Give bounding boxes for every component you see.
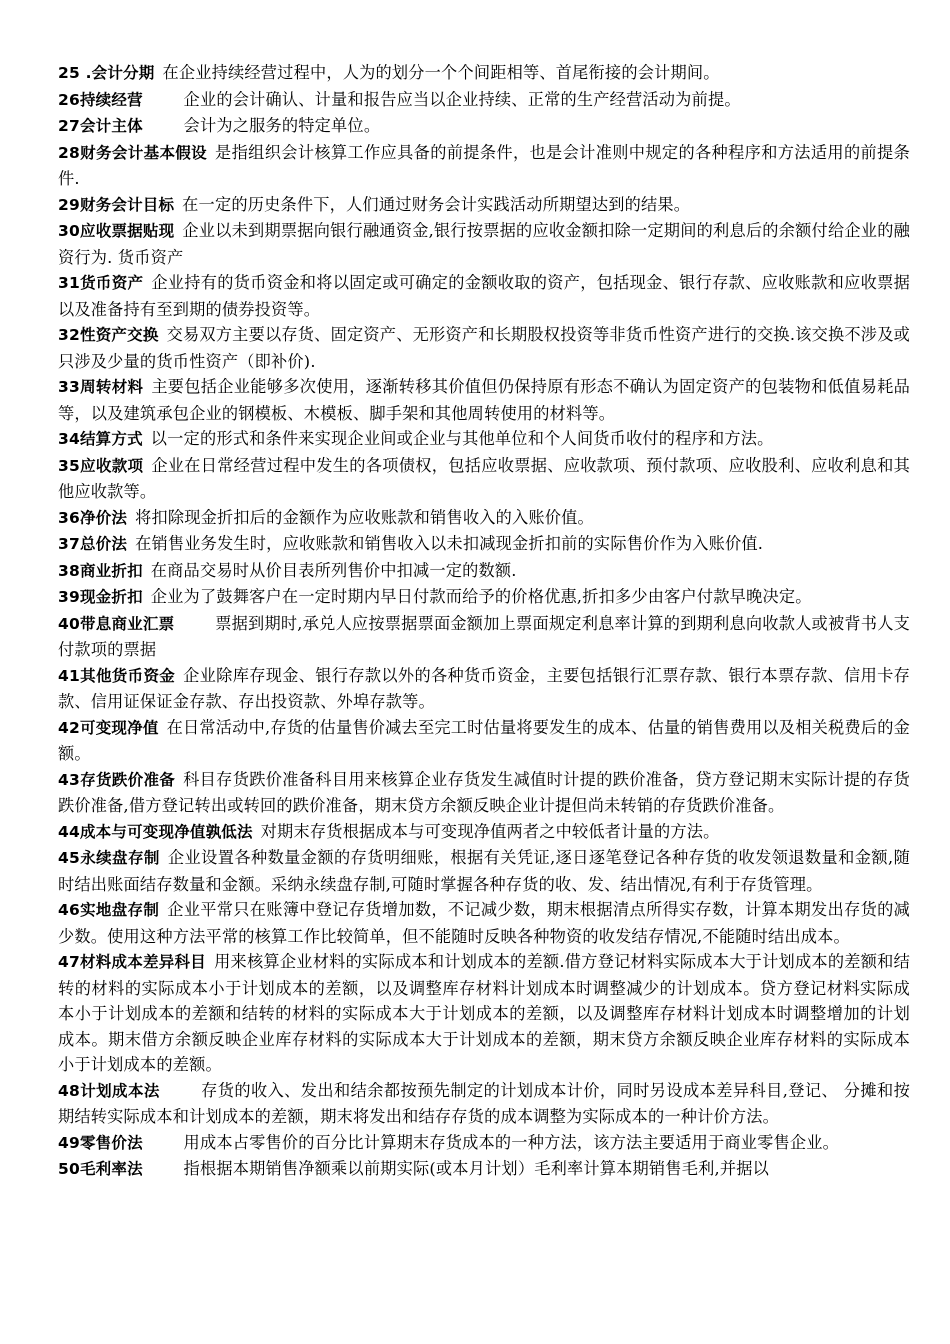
entry-definition: 票据到期时,承兑人应按票据票面金额加上票面规定利息率计算的到期利息向收款人或被背书人支付款项的票据 (58, 613, 910, 659)
entry-term: 33周转材料 (58, 378, 144, 396)
entry-definition: 指根据本期销售净额乘以前期实际(或本月计划）毛利率计算本期销售毛利,并据以 (150, 1159, 769, 1178)
entry-term: 30应收票据贴现 (58, 222, 175, 240)
entry-30 (58, 218, 910, 270)
entry-term: 31货币资产 (58, 274, 144, 292)
entry-definition: 企业的会计确认、计量和报告应当以企业持续、正常的生产经营活动为前提。 (150, 89, 741, 109)
entry-definition: 存货的收入、发出和结余都按预先制定的计划成本计价，同时另设成本差异科目,登记、 分摊和按期结转实际成本和计划成本的差额，期末将发出和结存存货的成本调整为实际成本的一种计价方法。 (58, 1080, 910, 1126)
entry-term: 45永续盘存制 (58, 849, 160, 867)
entry-term: 32性资产交换 (58, 326, 159, 344)
entry-34 (58, 426, 910, 453)
entry-term: 42可变现净值 (58, 718, 159, 737)
entry-37 (58, 531, 910, 558)
entry-40 (58, 611, 910, 663)
entry-term: 29财务会计目标 (58, 195, 175, 214)
entry-term: 49零售价法 (58, 1133, 143, 1152)
entry-definition: 在一定的历史条件下，人们通过财务会计实践活动所期望达到的结果。 (182, 194, 691, 214)
entry-25 (58, 60, 910, 87)
entry-49 (58, 1130, 910, 1157)
entry-definition: 在销售业务发生时，应收账款和销售收入以未扣减现金折扣前的实际售价作为入账价值. (135, 534, 764, 553)
entry-39 (58, 584, 910, 611)
entry-definition: 企业为了鼓舞客户在一定时期内早日付款而给予的价格优惠,折扣多少由客户付款早晚决定。 (150, 587, 812, 606)
entry-term: 26持续经营 (58, 90, 143, 109)
entry-definition: 科目存货跌价准备科目用来核算企业存货发生减值时计提的跌价准备，贷方登记期末实际计提的存货跌价准备,借方登记转出或转回的跌价准备，期末贷方余额反映企业计提但尚未转销的存货跌价准备。 (58, 769, 911, 815)
entry-32 (58, 322, 910, 374)
entry-definition: 用成本占零售价的百分比计算期末存货成本的一种方法，该方法主要适用于商业零售企业。 (150, 1132, 840, 1152)
entry-term: 27会计主体 (58, 117, 143, 135)
entry-definition: 用来核算企业材料的实际成本和计划成本的差额.借方登记材料实际成本大于计划成本的差额和结转的材料的实际成本小于计划成本的差额，以及调整库存材料计划成本时调整减少的计划成本。贷方登记材料实际成本小于计划成本的差额和结转的材料的实际成本大于计划成本的差额，以及调整库存材料计划成本时调整增加的计划成本。期末借方余额反映企业库存材料的实际成本大于计划成本的差额，期末贷方余额反映企业库存材料的实际成本小于计划成本的差额。 (58, 952, 910, 1074)
entry-28 (58, 140, 910, 192)
entry-term: 37总价法 (58, 535, 128, 553)
entry-term: 35应收款项 (58, 456, 144, 475)
entry-33 (58, 374, 910, 426)
entry-term: 28财务会计基本假设 (58, 143, 208, 162)
entry-definition: 企业持有的货币资金和将以固定或可确定的金额收取的资产，包括现金、银行存款、应收账款和应收票据以及准备持有至到期的债券投资等。 (58, 273, 910, 319)
entry-45 (58, 845, 910, 897)
entry-term: 46实地盘存制 (58, 901, 160, 919)
entry-50 (58, 1156, 910, 1183)
entry-definition: 对期末存货根据成本与可变现净值两者之中较低者计量的方法。 (260, 821, 720, 841)
entry-term: 41其他货币资金 (58, 666, 176, 685)
entry-definition: 在日常活动中,存货的估量售价减去至完工时估量将要发生的成本、估量的销售费用以及相关税费后的金额。 (58, 717, 910, 763)
entry-definition: 在商品交易时从价目表所列售价中扣减一定的数额. (150, 560, 517, 580)
entry-definition: 企业在日常经营过程中发生的各项债权，包括应收票据、应收款项、预付款项、应收股利、应收利息和其他应收款等。 (58, 455, 910, 501)
entry-definition: 在企业持续经营过程中，人为的划分一个个间距相等、首尾衔接的会计期间。 (162, 63, 720, 82)
entry-term: 44成本与可变现净值孰低法 (58, 822, 253, 841)
entry-41 (58, 663, 910, 715)
entry-36 (58, 505, 910, 532)
entry-35 (58, 453, 910, 505)
entry-definition: 企业除库存现金、银行存款以外的各种货币资金，主要包括银行汇票存款、银行本票存款、信用卡存款、信用证保证金存款、存出投资款、外埠存款等。 (58, 665, 911, 711)
entry-definition: 会计为之服务的特定单位。 (150, 116, 381, 135)
entry-term: 38商业折扣 (58, 561, 143, 580)
entry-38 (58, 558, 910, 585)
entry-definition: 是指组织会计核算工作应具备的前提条件，也是会计准则中规定的各种程序和方法适用的前提条件. (58, 142, 910, 188)
entry-term: 39现金折扣 (58, 588, 143, 606)
entry-48 (58, 1078, 910, 1130)
entry-term: 34结算方式 (58, 430, 143, 448)
entry-term: 50毛利率法 (58, 1160, 143, 1178)
entry-definition: 交易双方主要以存货、固定资产、无形资产和长期股权投资等非货币性资产进行的交换.该交换不涉及或只涉及少量的货币性资产（即补价). (58, 325, 910, 371)
entry-29 (58, 192, 910, 219)
entry-46 (58, 897, 910, 949)
entry-definition: 将扣除现金折扣后的金额作为应收账款和销售收入的入账价值。 (135, 507, 594, 527)
entry-term: 48计划成本法 (58, 1081, 160, 1100)
entry-term: 43存货跌价准备 (58, 770, 176, 789)
entry-42 (58, 715, 910, 767)
entry-27 (58, 113, 910, 140)
entry-44 (58, 819, 910, 846)
entry-definition: 企业设置各种数量金额的存货明细账，根据有关凭证,逐日逐笔登记各种存货的收发领退数量和金额,随时结出账面结存数量和金额。采纳永续盘存制,可随时掌握各种存货的收、发、结出情况,有利于存货管理。 (58, 848, 910, 894)
entry-term: 36净价法 (58, 508, 128, 527)
entry-term: 40带息商业汇票 (58, 614, 175, 633)
entry-47 (58, 949, 910, 1078)
entry-term: 25 .会计分期 (58, 64, 155, 82)
entry-term: 47材料成本差异科目 (58, 953, 207, 971)
entry-definition: 企业以未到期票据向银行融通资金,银行按票据的应收金额扣除一定期间的利息后的余额付给企业的融资行为. 货币资产 (58, 221, 910, 267)
entry-43 (58, 767, 910, 819)
entry-26 (58, 87, 910, 114)
entry-definition: 主要包括企业能够多次使用，逐渐转移其价值但仍保持原有形态不确认为固定资产的包装物和低值易耗品等，以及建筑承包企业的钢模板、木模板、脚手架和其他周转使用的材料等。 (58, 377, 910, 423)
entry-definition: 以一定的形式和条件来实现企业间或企业与其他单位和个人间货币收付的程序和方法。 (150, 429, 774, 448)
entry-definition: 企业平常只在账簿中登记存货增加数，不记减少数，期末根据清点所得实存数，计算本期发出存货的减少数。使用这种方法平常的核算工作比较简单，但不能随时反映各种物资的收发结存情况,不能随时结出成本。 (58, 900, 910, 946)
entry-31 (58, 270, 910, 322)
